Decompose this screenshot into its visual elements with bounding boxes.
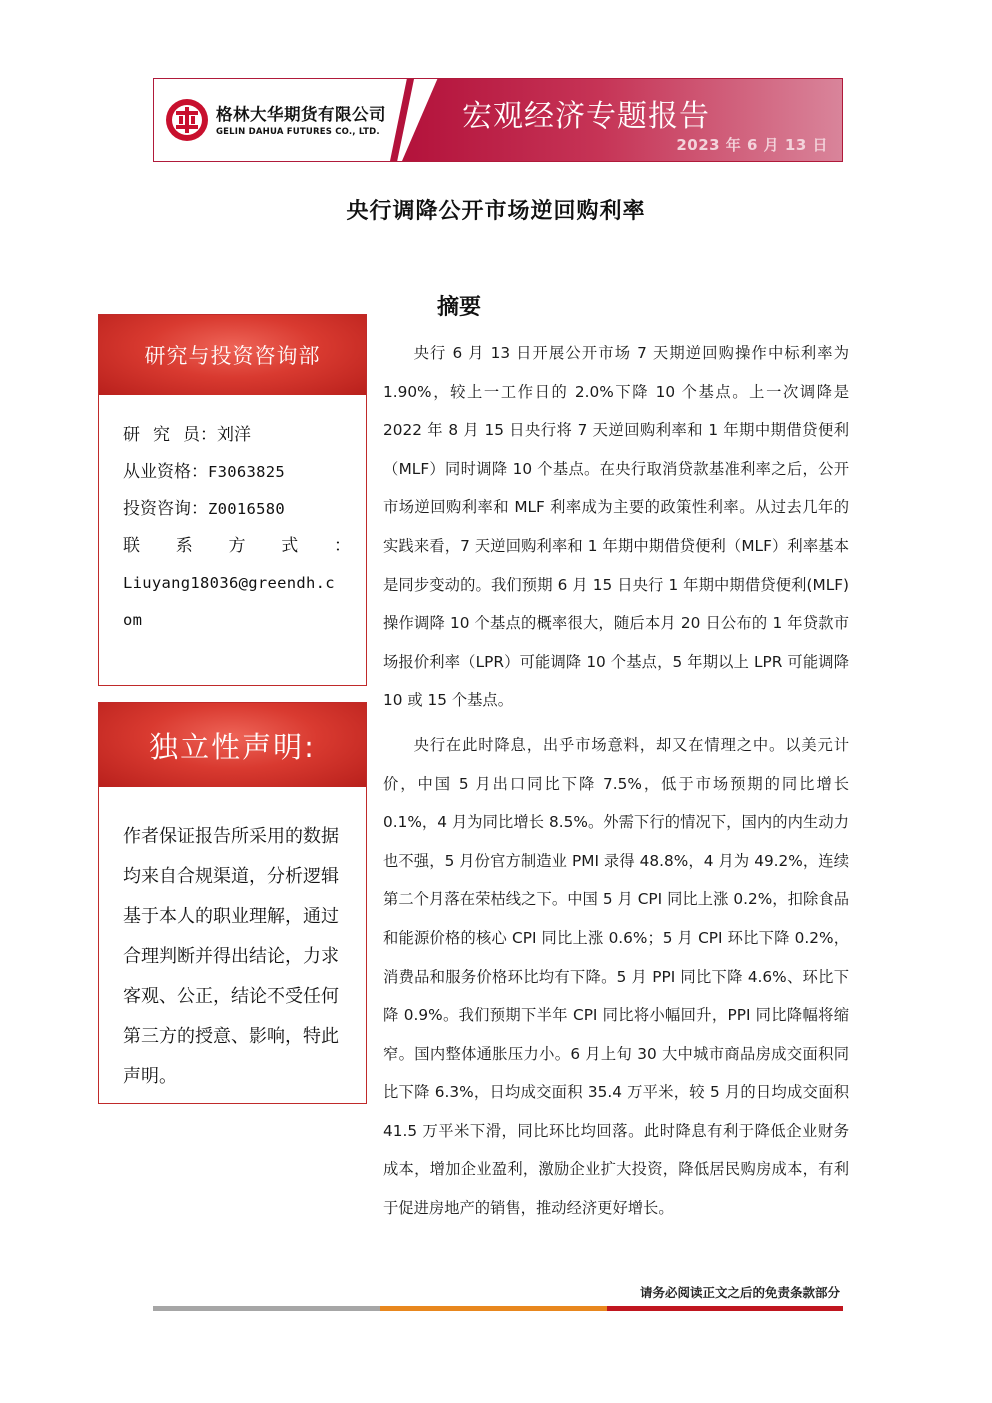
independence-statement-text: 作者保证报告所采用的数据均来自合规渠道，分析逻辑基于本人的职业理解，通过合理判断并得出结论，力求客观、公正，结论不受任何第三方的授意、影响，特此声明。 [123,826,339,1087]
company-logo-icon [164,97,210,143]
contact-email-line2[interactable]: om [123,611,143,629]
abstract-paragraph-1: 央行 6 月 13 日开展公开市场 7 天期逆回购操作中标利率为 1.90%，较上一工作日的 2.0%下降 10 个基点。上一次调降是 2022 年 8 月 15 日央行将 7 天逆回购利率和 1 年期中期借贷便利（MLF）同时调降 10 个基点。在央行取消贷款基准利率之后，公开市场逆回购利率和 MLF 利率成为主要的政策性利率。从过去几年的实践来看，7 天逆回购利率和 1 年期中期借贷便利（MLF）利率基本是同步变动的。我们预期 6 月 15 日央行 1 年期中期借贷便利(MLF)操作调降 10 个基点的概率很大，随后本月 20 日公布的 1 年贷款市场报价利率（LPR）可能调降 10 个基点，5 年期以上 LPR 可能调降 10 或 15 个基点。 [383,344,849,710]
document-title: 央行调降公开市场逆回购利率 [346,199,646,224]
abstract-body [383,334,849,1234]
qualification-label: 从业资格： [123,462,208,482]
report-type-title: 宏观经济专题报告 [462,99,710,134]
contact-email-line1[interactable]: Liuyang18036@greendh.c [123,574,335,592]
contact-label: 联 系 方 式 ： [123,536,351,556]
disclaimer-note: 请务必阅读正文之后的免责条款部分 [639,1285,840,1300]
research-department-box [98,314,367,686]
advisory-value: Z0016580 [208,500,286,518]
report-date: 2023 年 6 月 13 日 [676,136,828,154]
qualification-line [123,454,348,491]
researcher-label: 研 究 员： [123,425,217,445]
report-header [153,78,843,162]
footer-bar-red [607,1306,843,1311]
independence-heading: 独立性声明: [99,703,366,787]
abstract-heading: 摘要 [437,295,482,320]
independence-statement-box [98,702,367,1104]
advisory-label: 投资咨询： [123,499,208,519]
footer-color-bar [153,1306,843,1311]
company-name-en: GELIN DAHUA FUTURES CO., LTD. [216,127,380,137]
advisory-line [123,491,348,528]
research-department-heading: 研究与投资咨询部 [99,315,366,395]
company-name-cn: 格林大华期货有限公司 [216,105,386,124]
qualification-value: F3063825 [208,463,286,481]
abstract-paragraph-2: 央行在此时降息，出乎市场意料，却又在情理之中。以美元计价，中国 5 月出口同比下降 7.5%，低于市场预期的同比增长 0.1%，4 月为同比增长 8.5%。外需下行的情况下，国内的内生动力也不强，5 月份官方制造业 PMI 录得 48.8%，4 月为 49.2%，连续第二个月落在荣枯线之下。中国 5 月 CPI 同比上涨 0.2%，扣除食品和能源价格的核心 CPI 同比上涨 0.6%；5 月 CPI 环比下降 0.2%，消费品和服务价格环比均有下降。5 月 PPI 同比下降 4.6%、环比下降 0.9%。我们预期下半年 CPI 同比将小幅回升，PPI 同比降幅将缩窄。国内整体通胀压力小。6 月上旬 30 大中城市商品房成交面积同比下降 6.3%，日均成交面积 35.4 万平米，较 5 月的日均成交面积 41.5 万平米下滑，同比环比均回落。此时降息有利于降低企业财务成本，增加企业盈利，激励企业扩大投资，降低居民购房成本，有利于促进房地产的销售，推动经济更好增长。 [383,735,849,1218]
researcher-name: 刘洋 [217,425,251,445]
footer-bar-orange [380,1306,607,1311]
researcher-info [123,417,351,639]
researcher-line [123,417,348,454]
footer-bar-gray [153,1306,380,1311]
